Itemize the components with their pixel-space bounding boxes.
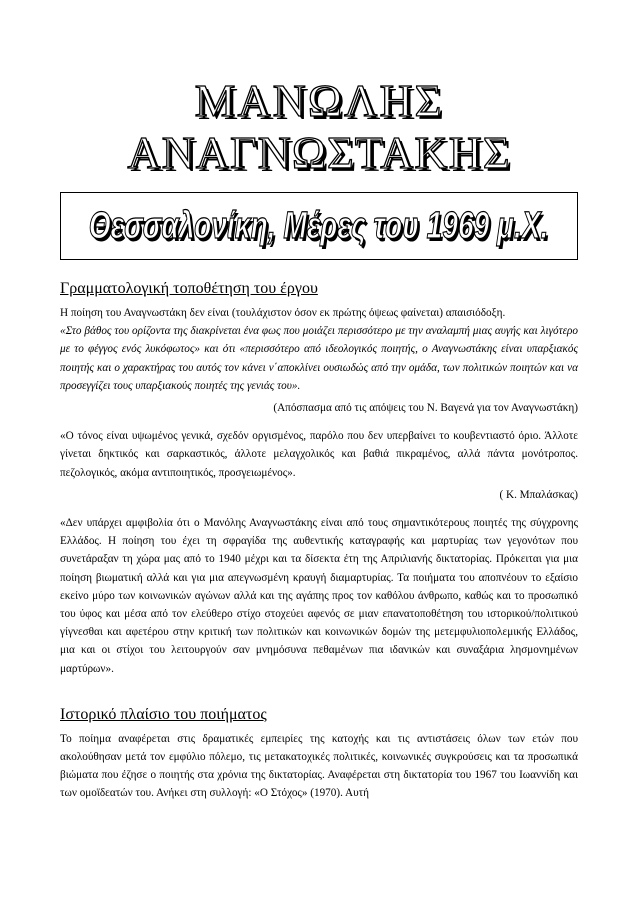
- quote-paragraph: «Στο βάθος του ορίζοντα της διακρίνεται ένα φως που μοιάζει περισσότερο με την αναλαμπή μιας αυγής και λιγότερο με το φέγγος ενός λυκόφωτος» και ότι «περισσότερο από ιδεολογικός ποιητής, ο Αναγνωστάκης είναι υπαρξιακός ποιητής και ο χαρακτήρας του αυτός τον κάνει ν΄αποκλίνει ουσιωδώς από την ομάδα, των πολιτικών ποιητών και να προσεγγίζει τους υπαρξιακούς ποιητές της γενιάς του».: [60, 325, 578, 392]
- quote-source: ( Κ. Μπαλάσκας): [499, 488, 578, 501]
- paragraph: Η ποίηση του Αναγνωστάκη δεν είναι (τουλάχιστον όσον εκ πρώτης όψεως φαίνεται) απαισιόδοξη.: [60, 307, 506, 319]
- paragraph: Το ποίημα αναφέρεται στις δραματικές εμπειρίες της κατοχής και τις αντιστάσεις όλων των ετών που ακολούθησαν μετά τον εμφύλιο πόλεμο, τις μετακατοχικές πολιτικές, κοινωνικές συγκρούσεις και τα προσωπικά βιώματα που έζησε ο ποιητής στα χρόνια της δικτατορίας. Αναφέρεται στη δικτατορία του 1967 του Ιωαννίδη και των ομοϊδεατών του. Ανήκει στη συλλογή: «Ο Στόχος» (1970). Αυτή: [60, 732, 578, 800]
- author-first-name: ΜΑΝΩΛΗΣ: [194, 75, 444, 126]
- poem-title: Θεσσαλονίκη, Μέρες του 1969 μ.Χ.: [89, 204, 549, 247]
- section-heading-historical-context: Ιστορικό πλαίσιο του ποιήματος: [60, 705, 267, 723]
- quote-paragraph: «Ο τόνος είναι υψωμένος γενικά, σχεδόν οργισμένος, παρόλο που δεν υπερβαίνει το κουβεντιαστό όριο. Άλλοτε γίνεται δηκτικός και σαρκαστικός, άλλοτε μελαγχολικός και βαθιά πικραμένος, αλλά πάντα μονότροπος. πεζολογικός, ακόμα αντιποιητικός, προσγειωμένος».: [60, 430, 578, 479]
- subtitle-box: [60, 192, 578, 260]
- title-block: [60, 75, 578, 178]
- quote-source: (Απόσπασμα από τις απόψεις του Ν. Βαγενά για τον Αναγνωστάκη): [273, 402, 578, 415]
- section-heading-literary-placement: Γραμματολογική τοποθέτηση του έργου: [60, 280, 318, 297]
- document-page: [60, 0, 578, 803]
- quote-paragraph: «Δεν υπάρχει αμφιβολία ότι ο Μανόλης Αναγνωστάκης είναι από τους σημαντικότερους ποιητές της σύγχρονης Ελλάδος. Η ποίηση του έχει τη σφραγίδα της αυθεντικής καταγραφής και μαρτυρίας των γεγονότων που συνετάραξαν τη χώρα μας από το 1940 μέχρι και τα δίσεκτα έτη της Απριλιανής δικτατορίας. Πρόκειται για μια ποίηση βιωματική αλλά και για μια απεγνωσμένη κραυγή διαμαρτυρίας. Τα ποιήματα του αποπνέουν το εξαίσιο εκείνο μύρο των κοινωνικών αγώνων αλλά και της αγάπης προς τον καθόλου άνθρωπο, καθώς και το προσωπικό του ύφος και μέσα από τον ελεύθερο στίχο στοχεύει αφενός σε μιαν επανατοποθέτηση του ιστορικού/πολιτικού γίγνεσθαι και αφετέρου στην κριτική των πολιτικών και κοινωνικών δομών της μετεμφυλιοπολεμικής Ελλάδος, μια και οι στίχοι του λειτουργούν σαν μνημόσυνα πεθαμένων πια ιδανικών και συναξάρια λησμονημένων μαρτύρων».: [60, 517, 578, 675]
- author-last-name: ΑΝΑΓΝΩΣΤΑΚΗΣ: [127, 127, 511, 178]
